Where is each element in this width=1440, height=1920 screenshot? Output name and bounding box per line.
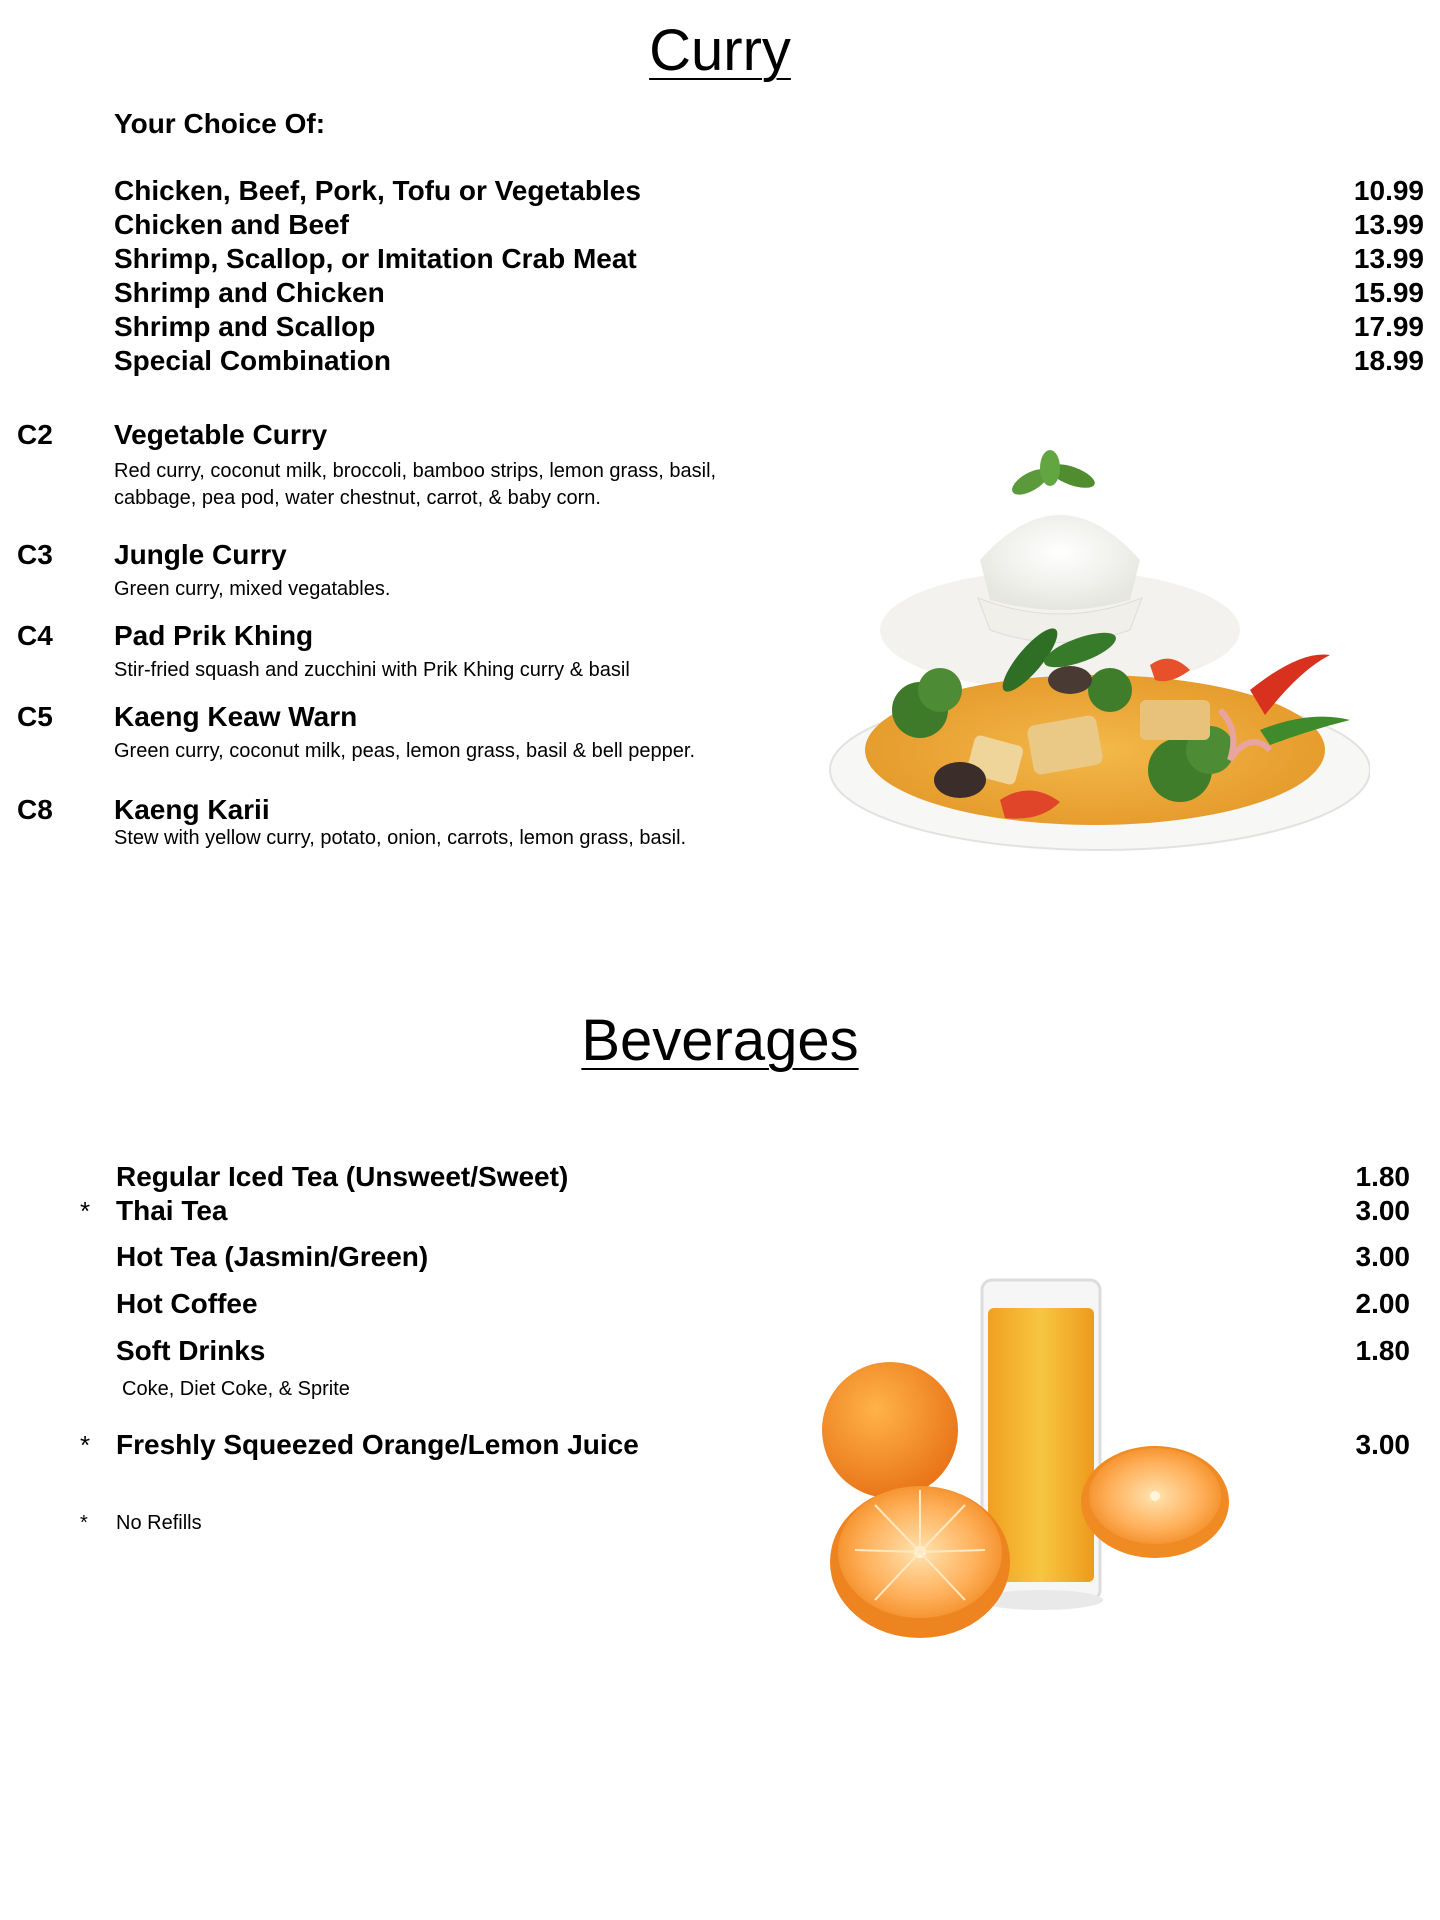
dish-description: Red curry, coconut milk, broccoli, bamboo strips, lemon grass, basil, cabbage, pea pod, water chestnut, carrot, & baby corn. <box>114 460 717 509</box>
curry-option-row <box>114 242 1424 276</box>
soft-drinks-note: Coke, Diet Coke, & Sprite <box>122 1378 350 1400</box>
beverage-row <box>0 1194 1410 1230</box>
curry-option-price: 15.99 <box>1353 277 1424 308</box>
curry-option-row <box>114 344 1424 378</box>
curry-option-price: 13.99 <box>1353 209 1424 240</box>
footnote-star: * <box>80 1512 88 1534</box>
dish-code: C4 <box>17 620 53 651</box>
beverage-price: 3.00 <box>1355 1429 1410 1460</box>
no-refill-marker: * <box>80 1196 91 1226</box>
beverage-row <box>0 1160 1410 1196</box>
orange-juice-photo <box>760 1250 1300 1660</box>
curry-option-price: 18.99 <box>1353 345 1424 376</box>
curry-plate-photo <box>810 430 1370 870</box>
curry-option-label: Chicken and Beef <box>114 209 349 240</box>
dish-description: Stew with yellow curry, potato, onion, carrots, lemon grass, basil. <box>114 827 687 849</box>
curry-option-label: Chicken, Beef, Pork, Tofu or Vegetables <box>114 175 641 206</box>
beverage-price: 3.00 <box>1355 1195 1410 1226</box>
beverage-name: Hot Coffee <box>116 1288 258 1319</box>
dish-name: Kaeng Karii <box>114 794 270 825</box>
beverage-price: 3.00 <box>1355 1241 1410 1272</box>
beverage-price: 1.80 <box>1355 1161 1410 1192</box>
curry-option-price: 17.99 <box>1353 311 1424 342</box>
curry-option-price: 13.99 <box>1353 243 1424 274</box>
dish-code: C2 <box>17 419 53 450</box>
curry-option-price: 10.99 <box>1353 175 1424 206</box>
beverage-name: Thai Tea <box>116 1195 228 1226</box>
no-refill-marker: * <box>80 1430 91 1460</box>
curry-option-label: Shrimp and Scallop <box>114 311 376 342</box>
beverage-name: Soft Drinks <box>116 1335 266 1366</box>
choice-heading: Your Choice Of: <box>114 108 326 139</box>
curry-option-row <box>114 174 1424 208</box>
curry-section-title: Curry <box>649 18 791 83</box>
curry-option-row <box>114 310 1424 344</box>
curry-option-label: Special Combination <box>114 345 391 376</box>
dish-description: Green curry, mixed vegatables. <box>114 578 391 600</box>
beverages-section-title: Beverages <box>581 1008 859 1073</box>
beverage-price: 2.00 <box>1355 1288 1410 1319</box>
dish-code: C3 <box>17 539 53 570</box>
dish-code: C5 <box>17 701 53 732</box>
footnote-text: No Refills <box>116 1512 202 1534</box>
curry-option-label: Shrimp and Chicken <box>114 277 385 308</box>
dish-code: C8 <box>17 794 53 825</box>
dish-description: Green curry, coconut milk, peas, lemon grass, basil & bell pepper. <box>114 740 696 762</box>
dish-name: Kaeng Keaw Warn <box>114 701 358 732</box>
dish-name: Jungle Curry <box>114 539 287 570</box>
beverage-name: Freshly Squeezed Orange/Lemon Juice <box>116 1429 639 1460</box>
curry-option-row <box>114 276 1424 310</box>
beverage-price: 1.80 <box>1355 1335 1410 1366</box>
beverage-name: Hot Tea (Jasmin/Green) <box>116 1241 429 1272</box>
dish-name: Vegetable Curry <box>114 419 328 450</box>
beverage-name: Regular Iced Tea (Unsweet/Sweet) <box>116 1161 569 1192</box>
dish-description: Stir-fried squash and zucchini with Prik Khing curry & basil <box>114 659 630 681</box>
curry-option-row <box>114 208 1424 242</box>
dish-name: Pad Prik Khing <box>114 620 314 651</box>
curry-option-label: Shrimp, Scallop, or Imitation Crab Meat <box>114 243 637 274</box>
